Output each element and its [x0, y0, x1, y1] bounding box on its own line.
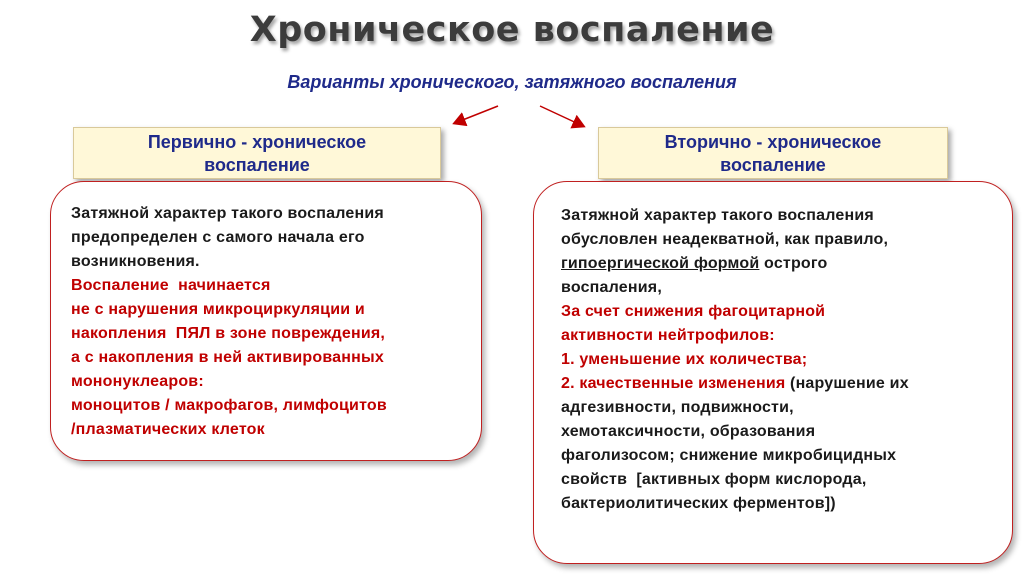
secondary-tail-line: хемотаксичности, образования: [561, 423, 816, 440]
primary-red-line: а с накопления в ней активированных: [71, 349, 384, 366]
secondary-chronic-header: [598, 127, 948, 179]
primary-header-line-2: воспаление: [204, 155, 310, 175]
secondary-line-rest: острого: [759, 255, 828, 272]
primary-intro-line: предопределен с самого начала его: [71, 229, 365, 246]
secondary-line: воспаления,: [561, 279, 662, 296]
secondary-header-line-1: Вторично - хроническое: [664, 132, 882, 152]
secondary-red-line: 1. уменьшение их количества;: [561, 351, 808, 368]
arrow-right: [540, 106, 583, 126]
page-title: Хроническое воспаление: [249, 10, 775, 50]
secondary-header-line-2: воспаление: [720, 155, 826, 175]
primary-red-line: мононуклеаров:: [71, 373, 204, 390]
primary-red-line: /плазматических клеток: [71, 421, 265, 438]
secondary-line: Затяжной характер такого воспаления: [561, 207, 874, 224]
primary-red-line: моноцитов / макрофагов, лимфоцитов: [71, 397, 387, 414]
hypoergic-form-text: гипоергической формой: [561, 255, 760, 272]
primary-intro-line: Затяжной характер такого воспаления: [71, 205, 384, 222]
secondary-line: [561, 252, 998, 276]
arrow-left: [455, 106, 498, 123]
secondary-tail-line: свойств [активных форм кислорода,: [561, 471, 867, 488]
primary-header-line-1: Первично - хроническое: [147, 132, 367, 152]
secondary-tail-line: фаголизосом; снижение микробицидных: [561, 447, 897, 464]
secondary-chronic-box: [533, 181, 1013, 564]
secondary-line: [561, 372, 998, 396]
primary-red-line: Воспаление начинается: [71, 277, 271, 294]
primary-chronic-box: [50, 181, 482, 461]
secondary-red-line: активности нейтрофилов:: [561, 327, 775, 344]
secondary-tail-line: адгезивности, подвижности,: [561, 399, 794, 416]
secondary-line: обусловлен неадекватной, как правило,: [561, 231, 889, 248]
item2-red-text: 2. качественные изменения: [561, 375, 786, 392]
page-subtitle: Варианты хронического, затяжного воспаления: [287, 72, 737, 92]
primary-chronic-header: [73, 127, 441, 179]
primary-red-line: накопления ПЯЛ в зоне повреждения,: [71, 325, 386, 342]
secondary-tail-line: бактериолитических ферментов]): [561, 495, 836, 512]
secondary-red-line: За счет снижения фагоцитарной: [561, 303, 826, 320]
primary-intro-line: возникновения.: [71, 253, 200, 270]
item2-rest-text: (нарушение их: [785, 375, 909, 392]
primary-red-line: не с нарушения микроциркуляции и: [71, 301, 365, 318]
